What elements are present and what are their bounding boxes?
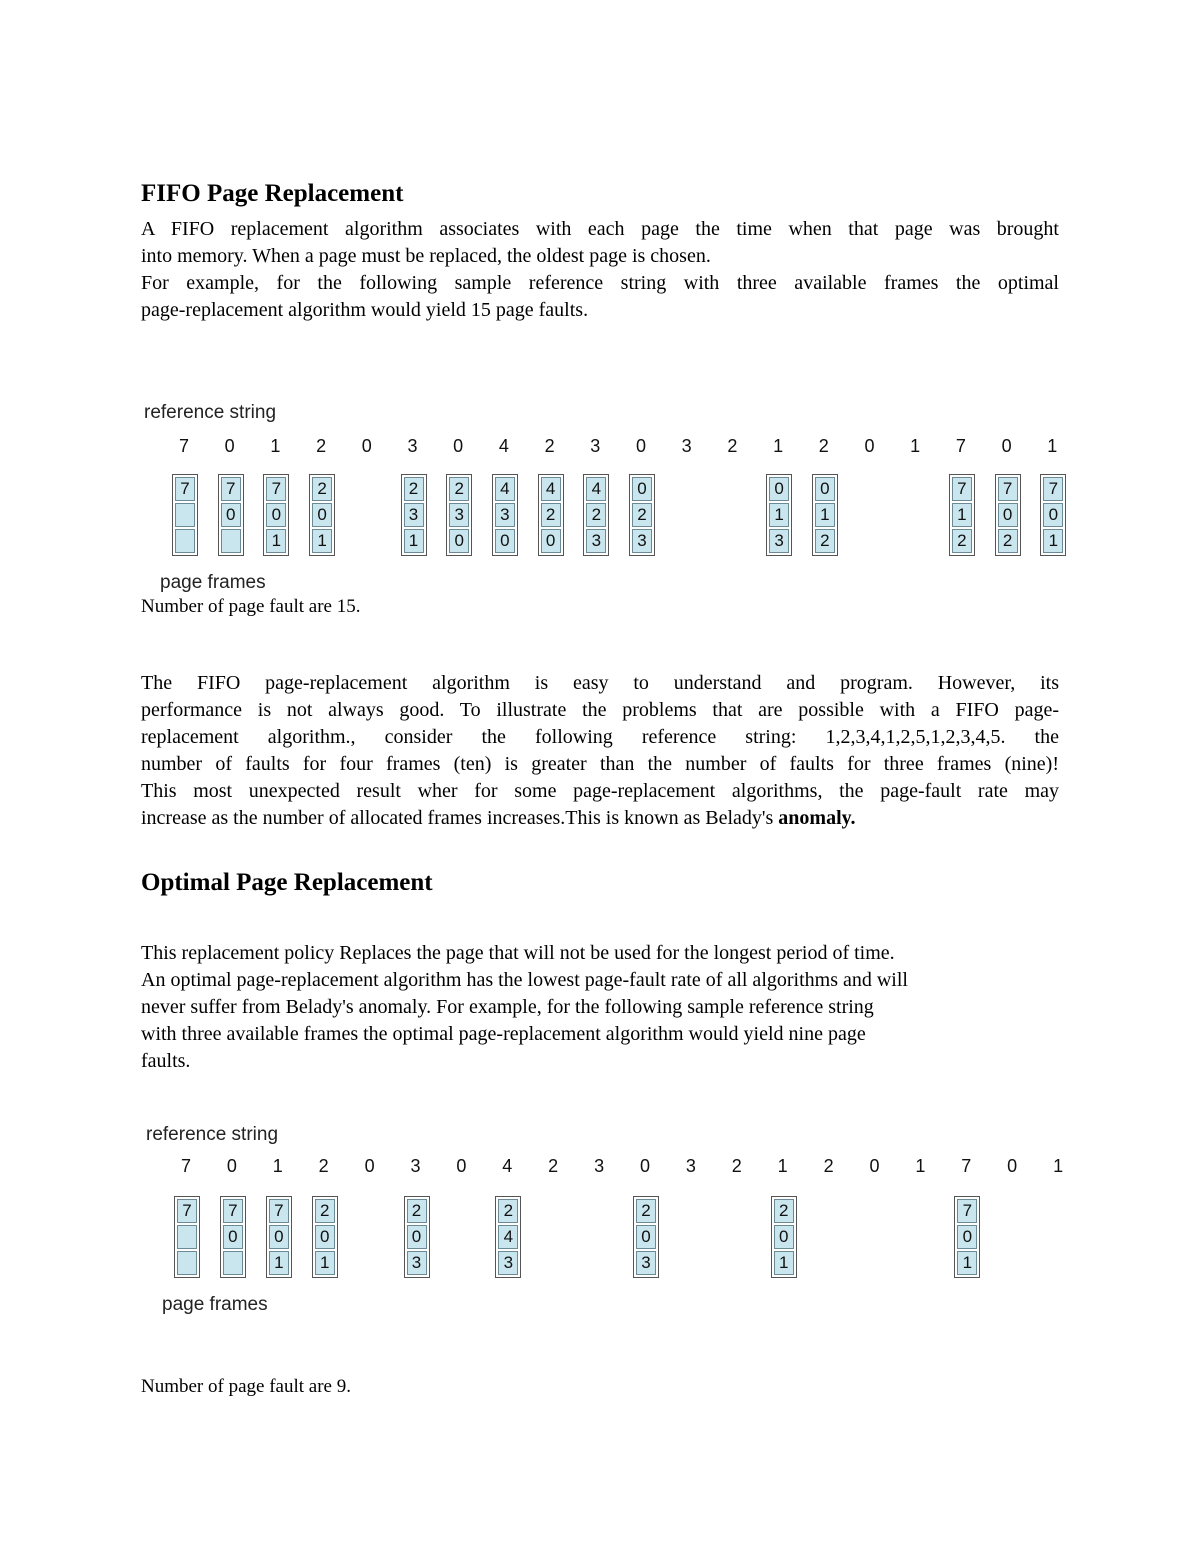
frame-column — [538, 474, 564, 556]
frame-cell: 1 — [266, 529, 286, 553]
frame-cell: 2 — [632, 503, 652, 527]
reference-item: 2 — [818, 436, 829, 456]
text-line: An optimal page-replacement algorithm has the lowest page-fault rate of all algorithms and will — [141, 969, 908, 991]
text-line: number of faults for four frames (ten) is greater than the number of faults for three frames (nine)! — [141, 753, 1059, 775]
reference-item: 0 — [361, 436, 372, 456]
reference-item: 1 — [910, 436, 921, 456]
frame-cell: 3 — [498, 1251, 518, 1275]
frame-column — [1040, 474, 1066, 556]
reference-item: 4 — [498, 436, 509, 456]
frame-column — [218, 474, 244, 556]
frame-cell: 1 — [315, 1251, 335, 1275]
text-line: page-replacement algorithm would yield 15 page faults. — [141, 299, 589, 321]
frame-cell: 2 — [449, 477, 469, 501]
frame-cell: 0 — [815, 477, 835, 501]
frame-cell: 3 — [769, 529, 789, 553]
text-line: into memory. When a page must be replaced, the oldest page is chosen. — [141, 245, 711, 267]
frame-cell: 0 — [315, 1225, 335, 1249]
frame-column — [266, 1196, 292, 1278]
reference-item: 2 — [316, 436, 327, 456]
frame-cell: 2 — [636, 1199, 656, 1223]
frame-cell: 0 — [957, 1225, 977, 1249]
frame-column — [401, 474, 427, 556]
reference-item: 3 — [594, 1156, 605, 1176]
frame-column — [312, 1196, 338, 1278]
optimal-intro — [141, 940, 1061, 1075]
reference-item: 2 — [823, 1156, 834, 1176]
frame-cell: 4 — [586, 477, 606, 501]
reference-item: 7 — [178, 436, 189, 456]
frame-cell: 4 — [495, 477, 515, 501]
reference-item: 1 — [773, 436, 784, 456]
frame-cell: 0 — [632, 477, 652, 501]
frame-cell: 1 — [774, 1251, 794, 1275]
frame-cell: 7 — [177, 1199, 197, 1223]
frame-cell: 3 — [495, 503, 515, 527]
frame-column — [995, 474, 1021, 556]
frame-column — [446, 474, 472, 556]
frame-cell: 0 — [407, 1225, 427, 1249]
reference-string-row — [140, 1156, 1065, 1186]
frame-cell: 2 — [404, 477, 424, 501]
frame-cell: 2 — [815, 529, 835, 553]
frame-cell: 3 — [407, 1251, 427, 1275]
frame-cell: 7 — [269, 1199, 289, 1223]
frame-cell: 0 — [221, 503, 241, 527]
frame-column — [492, 474, 518, 556]
reference-item: 1 — [1047, 436, 1058, 456]
reference-item: 1 — [270, 436, 281, 456]
text-line: The FIFO page-replacement algorithm is easy to understand and program. However, its — [141, 672, 1059, 694]
frame-cell — [177, 1251, 197, 1275]
frame-cell: 0 — [774, 1225, 794, 1249]
frame-cell: 1 — [815, 503, 835, 527]
text-line: A FIFO replacement algorithm associates with each page the time when that page was brought — [141, 218, 1059, 240]
reference-item: 0 — [453, 436, 464, 456]
frame-column — [495, 1196, 521, 1278]
frame-cell: 3 — [632, 529, 652, 553]
text-line: This most unexpected result wher for some page-replacement algorithms, the page-fault rate may — [141, 780, 1059, 802]
reference-item: 0 — [639, 1156, 650, 1176]
frame-cell: 3 — [586, 529, 606, 553]
frame-cell: 1 — [1043, 529, 1063, 553]
frame-column — [220, 1196, 246, 1278]
frame-cell — [177, 1225, 197, 1249]
frame-cell: 2 — [312, 477, 332, 501]
text-line: replacement algorithm., consider the following reference string: 1,2,3,4,1,2,5,1,2,3,4,5. the — [141, 726, 1059, 748]
frame-cell: 0 — [223, 1225, 243, 1249]
text-line: with three available frames the optimal page-replacement algorithm would yield nine page — [141, 1023, 866, 1045]
page-frames-label: page frames — [160, 572, 266, 593]
text-line: For example, for the following sample reference string with three available frames the optimal — [141, 272, 1059, 294]
reference-item: 0 — [456, 1156, 467, 1176]
anomaly-emphasis: anomaly. — [778, 807, 856, 829]
frame-cell — [221, 529, 241, 553]
frame-cell: 7 — [175, 477, 195, 501]
frame-column — [172, 474, 198, 556]
frame-column — [954, 1196, 980, 1278]
frame-cell: 7 — [1043, 477, 1063, 501]
reference-item: 2 — [727, 436, 738, 456]
reference-item: 4 — [502, 1156, 513, 1176]
frame-column — [309, 474, 335, 556]
text-line: This replacement policy Replaces the page that will not be used for the longest period of time. — [141, 942, 895, 964]
frame-column — [812, 474, 838, 556]
reference-item: 7 — [961, 1156, 972, 1176]
frame-cell: 4 — [498, 1225, 518, 1249]
frame-cell: 2 — [774, 1199, 794, 1223]
frame-cell: 2 — [586, 503, 606, 527]
frame-cell: 0 — [769, 477, 789, 501]
reference-item: 3 — [590, 436, 601, 456]
frame-cell: 1 — [404, 529, 424, 553]
reference-string-row — [140, 436, 1065, 466]
fifo-title: FIFO Page Replacement — [141, 180, 404, 207]
frame-cell: 7 — [266, 477, 286, 501]
frame-cell: 7 — [223, 1199, 243, 1223]
reference-item: 0 — [1007, 1156, 1018, 1176]
frame-cell: 1 — [312, 529, 332, 553]
frame-cell: 0 — [269, 1225, 289, 1249]
page-frames-label: page frames — [162, 1294, 268, 1315]
frame-cell: 0 — [998, 503, 1018, 527]
text-line — [141, 805, 1059, 832]
frame-column — [771, 1196, 797, 1278]
frame-cell: 3 — [404, 503, 424, 527]
frame-cell: 0 — [541, 529, 561, 553]
frame-cell: 1 — [269, 1251, 289, 1275]
frame-column — [633, 1196, 659, 1278]
frame-cell: 2 — [407, 1199, 427, 1223]
frame-cell: 7 — [952, 477, 972, 501]
frame-cell: 7 — [998, 477, 1018, 501]
reference-item: 0 — [224, 436, 235, 456]
frame-cell: 0 — [449, 529, 469, 553]
frame-cell: 0 — [312, 503, 332, 527]
text-line: performance is not always good. To illustrate the problems that are possible with a FIFO page- — [141, 699, 1059, 721]
frame-cell: 0 — [266, 503, 286, 527]
frame-cell — [175, 529, 195, 553]
frame-cell: 0 — [1043, 503, 1063, 527]
frame-cell: 2 — [952, 529, 972, 553]
frame-cell: 2 — [998, 529, 1018, 553]
frame-cell — [175, 503, 195, 527]
text-fragment: increase as the number of allocated frames increases.This is known as Belady's — [141, 807, 779, 829]
frame-cell — [223, 1251, 243, 1275]
reference-item: 3 — [685, 1156, 696, 1176]
frame-cell: 4 — [541, 477, 561, 501]
fifo-fault-count: Number of page fault are 15. — [141, 596, 361, 617]
frame-cell: 1 — [769, 503, 789, 527]
reference-string-label: reference string — [144, 402, 277, 423]
reference-item: 1 — [915, 1156, 926, 1176]
optimal-title: Optimal Page Replacement — [141, 869, 433, 896]
frame-cell: 1 — [952, 503, 972, 527]
frame-cell: 2 — [315, 1199, 335, 1223]
reference-item: 2 — [318, 1156, 329, 1176]
optimal-diagram — [140, 1122, 1065, 1322]
reference-item: 3 — [681, 436, 692, 456]
reference-item: 3 — [410, 1156, 421, 1176]
frame-cell: 7 — [957, 1199, 977, 1223]
reference-item: 2 — [548, 1156, 559, 1176]
reference-item: 0 — [864, 436, 875, 456]
reference-item: 1 — [777, 1156, 788, 1176]
reference-string-label: reference string — [146, 1124, 279, 1145]
optimal-fault-count: Number of page fault are 9. — [141, 1376, 351, 1397]
frame-cell: 0 — [636, 1225, 656, 1249]
reference-item: 0 — [635, 436, 646, 456]
reference-item: 3 — [407, 436, 418, 456]
reference-item: 1 — [1053, 1156, 1064, 1176]
fifo-intro — [141, 216, 1059, 324]
frame-column — [263, 474, 289, 556]
belady-anomaly-paragraph — [141, 670, 1059, 832]
reference-item: 0 — [869, 1156, 880, 1176]
reference-item: 2 — [544, 436, 555, 456]
reference-item: 0 — [226, 1156, 237, 1176]
frame-cell: 7 — [221, 477, 241, 501]
frame-cell: 1 — [957, 1251, 977, 1275]
fifo-diagram — [140, 400, 1065, 600]
frame-cell: 2 — [541, 503, 561, 527]
frame-column — [629, 474, 655, 556]
reference-item: 1 — [272, 1156, 283, 1176]
frame-cell: 3 — [449, 503, 469, 527]
text-line: faults. — [141, 1050, 191, 1072]
frame-cell: 3 — [636, 1251, 656, 1275]
reference-item: 7 — [955, 436, 966, 456]
frame-column — [583, 474, 609, 556]
reference-item: 2 — [731, 1156, 742, 1176]
text-line: never suffer from Belady's anomaly. For example, for the following sample reference string — [141, 996, 874, 1018]
reference-item: 0 — [1001, 436, 1012, 456]
frame-column — [949, 474, 975, 556]
frame-column — [766, 474, 792, 556]
reference-item: 0 — [364, 1156, 375, 1176]
frame-column — [404, 1196, 430, 1278]
frame-cell: 0 — [495, 529, 515, 553]
frame-column — [174, 1196, 200, 1278]
frame-cell: 2 — [498, 1199, 518, 1223]
reference-item: 7 — [180, 1156, 191, 1176]
